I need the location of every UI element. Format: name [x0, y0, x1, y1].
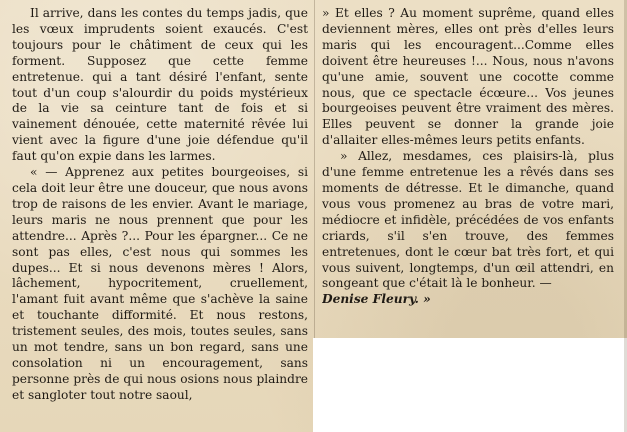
signature: Denise Fleury. » [322, 292, 431, 307]
right-paragraph-2: » Allez, mesdames, ces plaisirs-là, plus d'une femme entretenue les a rêvés dans ses moments de détresse. Et le dimanche, quand vous vous promenez au bras de votre mari, médiocre et infidèle, précédées de vos enfants criards, s'il s'en trouve, des femmes entretenues, dont le cœur bat très fort, et qui vous suivent, longtemps, d'un œil attendri, en songeant que c'était là le bonheur. — [322, 149, 614, 291]
blank-area [313, 338, 627, 432]
left-column [12, 6, 308, 426]
right-paragraph-1: » Et elles ? Au moment suprême, quand elles deviennent mères, elles ont près d'elles leurs maris qui les encouragent...Comme elles doivent être heureuses !... Nous, nous n'avons qu'une amie, souvent une cocotte comme nous, que ce spectacle écœure... Vos jeunes bourgeoises peuvent être vraiment des mères. Elles peuvent se donner la grande joie d'allaiter elles-mêmes leurs petits enfants. [322, 6, 614, 148]
left-paragraph-2: « — Apprenez aux petites bourgeoises, si cela doit leur être une douceur, que nous avons trop de raisons de les envier. Avant le mariage, leurs maris ne nous prennent que pour les attendre... Après ?... Pour les épargner... Ce ne sont pas elles, c'est nous qui sommes les dupes... Et si nous devenons mères ! Alors, lâchement, hypocritement, cruellement, l'amant fuit avant même que s'achève la saine et touchante difformité. Et nous restons, tristement seules, des mois, toutes seules, sans un mot tendre, sans un bon regard, sans une consolation ni un encouragement, sans personne près de qui nous osions nous plaindre et sangloter tout notre saoul, [12, 165, 308, 402]
left-paragraph-1: Il arrive, dans les contes du temps jadis, que les vœux imprudents soient exaucés. C'est toujours pour le châtiment de ceux qui les forment. Supposez que cette femme entretenue. qui a tant désiré l'enfant, sente tout d'un coup s'alourdir du poids mystérieux de la vie sa ceinture tant de fois et si vainement dénouée, cette maternité rêvée lui vient avec la figure d'une joie défendue qu'il faut qu'on expie dans les larmes. [12, 6, 308, 164]
signature-line [322, 292, 614, 308]
right-column [322, 6, 614, 338]
